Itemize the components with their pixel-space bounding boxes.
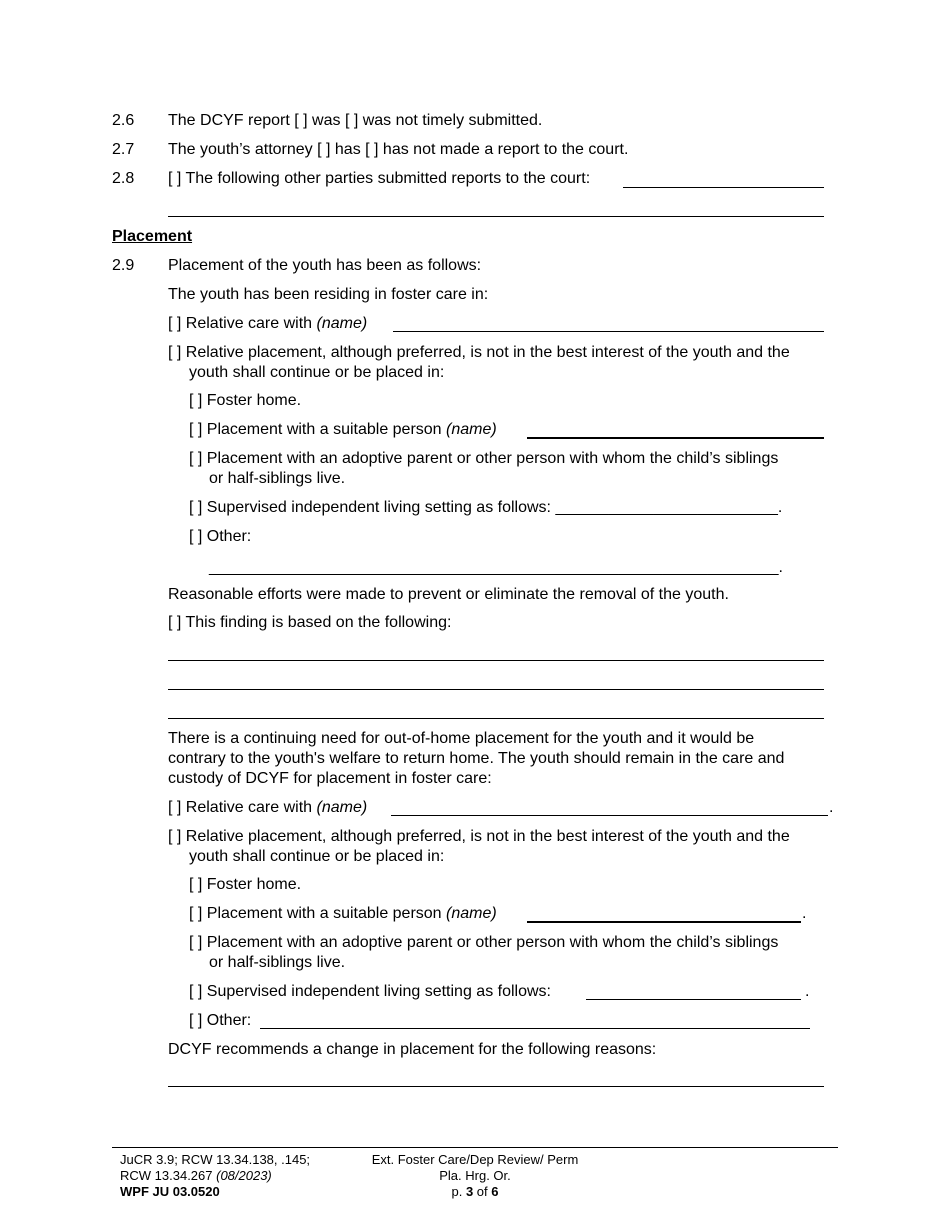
placement-intro: Placement of the youth has been as follows: bbox=[168, 257, 482, 274]
suitable-person-b-line[interactable] bbox=[527, 921, 801, 923]
adoptive-a-1: [ ] Placement with an adoptive parent or other person with whom the child’s siblings bbox=[189, 450, 779, 467]
footer-form-title-2: Pla. Hrg. Or. bbox=[439, 1168, 511, 1183]
other-b: [ ] Other: bbox=[189, 1012, 252, 1029]
relative-care-a: [ ] Relative care with (name) bbox=[168, 315, 368, 332]
relative-placement-a-1: [ ] Relative placement, although preferred, is not in the best interest of the youth and the bbox=[168, 344, 790, 361]
item-number-2-7: 2.7 bbox=[112, 141, 135, 158]
residing-text: The youth has been residing in foster care in: bbox=[168, 286, 489, 303]
suitable-person-b-period: . bbox=[802, 905, 807, 922]
supervised-b-period: . bbox=[805, 983, 810, 1000]
other-parties-text: [ ] The following other parties submitted reports to the court: bbox=[168, 170, 591, 187]
relative-care-b-period: . bbox=[829, 799, 834, 816]
adoptive-b-1: [ ] Placement with an adoptive parent or other person with whom the child’s siblings bbox=[189, 934, 779, 951]
footer-center bbox=[355, 1152, 595, 1200]
footer-form-number: WPF JU 03.0520 bbox=[120, 1184, 220, 1199]
footer-page-number: p. 3 of 6 bbox=[451, 1184, 499, 1199]
relative-placement-b-1: [ ] Relative placement, although preferred, is not in the best interest of the youth and the bbox=[168, 828, 790, 845]
finding-basis-line-1[interactable] bbox=[168, 660, 824, 661]
finding-basis-line-3[interactable] bbox=[168, 718, 824, 719]
finding-basis: [ ] This finding is based on the following: bbox=[168, 614, 452, 631]
other-b-line[interactable] bbox=[260, 1028, 810, 1029]
item-number-2-9: 2.9 bbox=[112, 257, 135, 274]
other-parties-line[interactable] bbox=[623, 187, 824, 188]
suitable-person-b: [ ] Placement with a suitable person (name) bbox=[189, 905, 497, 922]
continuing-need-3: custody of DCYF for placement in foster care: bbox=[168, 770, 492, 787]
relative-placement-a-2: youth shall continue or be placed in: bbox=[189, 364, 445, 381]
adoptive-a-2: or half-siblings live. bbox=[209, 470, 346, 487]
other-parties-line-2[interactable] bbox=[168, 216, 824, 217]
foster-home-a: [ ] Foster home. bbox=[189, 392, 302, 409]
attorney-report-text: The youth’s attorney [ ] has [ ] has not made a report to the court. bbox=[168, 141, 629, 158]
footer-citation-2: RCW 13.34.267 (08/2023) bbox=[120, 1168, 272, 1183]
dcyf-recommends: DCYF recommends a change in placement for the following reasons: bbox=[168, 1041, 657, 1058]
footer-left bbox=[120, 1152, 310, 1200]
supervised-b-line[interactable] bbox=[586, 999, 801, 1000]
item-number-2-8: 2.8 bbox=[112, 170, 135, 187]
relative-placement-b-2: youth shall continue or be placed in: bbox=[189, 848, 445, 865]
reasonable-efforts: Reasonable efforts were made to prevent or eliminate the removal of the youth. bbox=[168, 586, 729, 603]
footer-citation-1: JuCR 3.9; RCW 13.34.138, .145; bbox=[120, 1152, 311, 1167]
suitable-person-a-line[interactable] bbox=[527, 437, 824, 439]
placement-heading: Placement bbox=[112, 228, 193, 245]
suitable-person-a: [ ] Placement with a suitable person (name) bbox=[189, 421, 497, 438]
relative-care-b: [ ] Relative care with (name) bbox=[168, 799, 368, 816]
foster-home-b: [ ] Foster home. bbox=[189, 876, 302, 893]
continuing-need-2: contrary to the youth's welfare to return home. The youth should remain in the care and bbox=[168, 750, 785, 767]
item-number-2-6: 2.6 bbox=[112, 112, 135, 129]
relative-care-a-line[interactable] bbox=[393, 331, 824, 332]
dcyf-report-text: The DCYF report [ ] was [ ] was not timely submitted. bbox=[168, 112, 543, 129]
supervised-a: [ ] Supervised independent living setting as follows: _________________________. bbox=[189, 499, 783, 516]
other-a-line[interactable]: ________________________________________________________________. bbox=[209, 559, 783, 576]
adoptive-b-2: or half-siblings live. bbox=[209, 954, 346, 971]
supervised-b: [ ] Supervised independent living setting as follows: bbox=[189, 983, 551, 1000]
finding-basis-line-2[interactable] bbox=[168, 689, 824, 690]
footer-rule bbox=[112, 1147, 838, 1148]
other-a: [ ] Other: bbox=[189, 528, 252, 545]
recommends-line[interactable] bbox=[168, 1086, 824, 1087]
relative-care-b-line[interactable] bbox=[391, 815, 828, 816]
footer-form-title-1: Ext. Foster Care/Dep Review/ Perm bbox=[371, 1152, 579, 1167]
continuing-need-1: There is a continuing need for out-of-home placement for the youth and it would be bbox=[168, 730, 755, 747]
